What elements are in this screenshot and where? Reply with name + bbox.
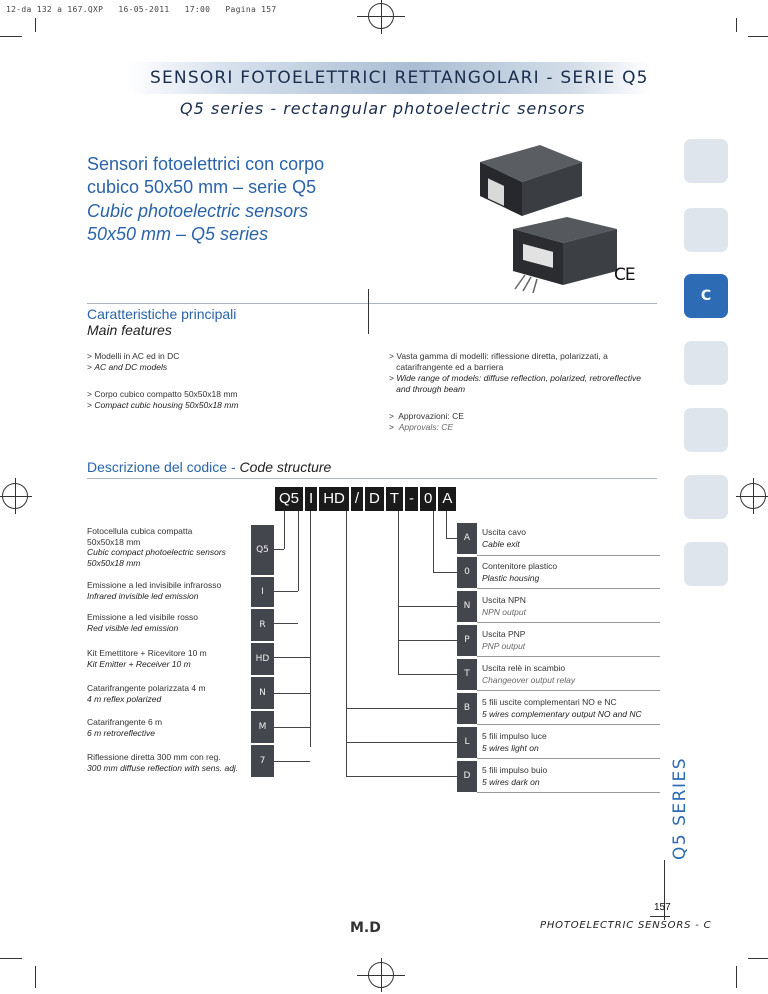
side-tab[interactable] [684, 139, 728, 183]
side-tab[interactable] [684, 475, 728, 519]
divider [477, 724, 660, 725]
option-code: N [457, 591, 477, 622]
feature-en: and through beam [396, 384, 466, 394]
features-heading-en: Main features [87, 322, 172, 338]
connector-line [433, 572, 457, 573]
option-it: Kit Emettitore + Ricevitore 10 m [87, 648, 207, 658]
code-option-left [87, 580, 251, 601]
print-page: Pagina 157 [225, 5, 277, 14]
connector-line [398, 640, 457, 641]
code-segment: 0 [420, 487, 436, 511]
code-option-left [87, 648, 251, 669]
code-segment: HD [319, 487, 349, 511]
option-en: Plastic housing [482, 573, 540, 583]
option-en: Cubic compact photoelectric sensors [87, 547, 226, 557]
option-code: M [251, 711, 274, 743]
connector-line [346, 776, 457, 777]
feature-en: Compact cubic housing 50x50x18 mm [94, 400, 239, 410]
connector-line [284, 511, 285, 549]
connector-line [433, 511, 434, 573]
connector-line [346, 708, 457, 709]
code-segment: D [365, 487, 384, 511]
code-segment: A [438, 487, 456, 511]
divider [477, 656, 660, 657]
option-it: 5 fili impulso buio [482, 765, 548, 775]
option-code: Q5 [251, 525, 274, 575]
feature-en: Wide range of models: diffuse reflection, polarized, retroreflective [396, 373, 641, 383]
crop-mark [736, 496, 768, 497]
connector-line [346, 511, 347, 777]
crop-mark [753, 478, 754, 514]
connector-line [298, 511, 299, 591]
connector-line [398, 606, 457, 607]
code-segment: Q5 [275, 487, 303, 511]
option-code: N [251, 677, 274, 709]
divider [368, 289, 369, 334]
hero-it-line: cubico 50x50 mm – serie Q5 [87, 177, 317, 197]
divider [477, 792, 660, 793]
connector-line [274, 727, 310, 728]
feature-item: > Modelli in AC ed in DC > AC and DC models [87, 351, 180, 372]
option-it: Emissione a led invisibile infrarosso [87, 580, 222, 590]
option-en: Red visible led emission [87, 622, 179, 633]
code-option-right [482, 662, 575, 686]
connector-line [446, 538, 457, 539]
page-number: 157 [654, 902, 671, 913]
feature-it: Approvazioni: CE [398, 411, 464, 421]
option-en: Changeover output relay [482, 675, 576, 685]
hero-title-it [87, 153, 407, 199]
code-option-right [482, 764, 547, 788]
sensor-image [470, 140, 588, 220]
option-it: Catarifrangente 6 m [87, 717, 163, 727]
option-en: Kit Emitter + Receiver 10 m [87, 658, 191, 669]
footer-label: PHOTOELECTRIC SENSORS - C [540, 920, 712, 931]
code-option-left [87, 683, 251, 704]
option-it: Catarifrangente polarizzata 4 m [87, 683, 206, 693]
option-it: Fotocellula cubica compatta [87, 526, 193, 536]
option-en: Cable exit [482, 539, 520, 549]
crop-mark [381, 958, 382, 992]
series-side-label: Q5 SERIES [670, 757, 690, 860]
option-code: P [457, 625, 477, 656]
hero-it-line: Sensori fotoelettrici con corpo [87, 154, 325, 174]
feature-item: > Vasta gamma di modelli: riflessione diretta, polarizzati, a catarifrangente ed a barriera > Wide range of models: diffuse reflection, polarized, retroreflective and through beam [389, 351, 641, 394]
connector-line [274, 693, 310, 694]
code-option-right [482, 560, 557, 584]
code-segment: - [405, 487, 418, 511]
crop-mark [0, 958, 22, 959]
option-code: L [457, 727, 477, 758]
code-option-left [87, 752, 251, 773]
connector-line [346, 742, 457, 743]
page-title: SENSORI FOTOELETTRICI RETTANGOLARI - SERIE Q5 [150, 68, 649, 88]
option-en: 5 wires dark on [482, 777, 540, 787]
option-code: HD [251, 643, 274, 675]
feature-item: > Corpo cubico compatto 50x50x18 mm > Compact cubic housing 50x50x18 mm [87, 389, 239, 410]
code-segment: T [386, 487, 403, 511]
divider [650, 916, 670, 917]
crop-mark [35, 966, 36, 988]
option-code: D [457, 761, 477, 792]
option-code: 7 [251, 745, 274, 777]
code-segment: I [305, 487, 317, 511]
option-it: Riflessione diretta 300 mm con reg. [87, 752, 221, 762]
connector-line [274, 657, 310, 658]
option-it: Uscita NPN [482, 595, 526, 605]
connector-line [398, 511, 399, 675]
code-heading-it: Descrizione del codice - [87, 459, 240, 475]
option-code: B [457, 693, 477, 724]
divider [477, 588, 660, 589]
hero-title-en [87, 200, 407, 246]
hero-en-line: 50x50 mm – Q5 series [87, 224, 269, 244]
option-code: I [251, 577, 274, 607]
feature-item: > Approvazioni: CE > Approvals: CE [389, 411, 464, 432]
option-it: 50x50x18 mm [87, 536, 141, 547]
crop-mark [381, 0, 382, 34]
print-date: 16-05-2011 [118, 5, 170, 14]
option-en: 5 wires light on [482, 743, 539, 753]
code-bar [275, 487, 456, 511]
feature-en: AC and DC models [94, 362, 168, 372]
side-tab[interactable] [684, 408, 728, 452]
crop-mark [736, 966, 737, 988]
connector-line [274, 591, 298, 592]
print-slug [6, 5, 287, 14]
divider [477, 622, 660, 623]
feature-it: Vasta gamma di modelli: riflessione diretta, polarizzati, a [396, 351, 608, 361]
code-segment: / [351, 487, 363, 511]
sensor-image [505, 215, 623, 293]
option-it: Emissione a led visibile rosso [87, 612, 199, 622]
print-file: 12-da 132 a 167.QXP [6, 5, 104, 14]
connector-line [274, 623, 298, 624]
option-it: 5 fili impulso luce [482, 731, 547, 741]
connector-line [446, 511, 447, 539]
option-code: 0 [457, 557, 477, 588]
code-option-left [87, 526, 251, 568]
hero-en-line: Cubic photoelectric sensors [87, 201, 309, 221]
divider [87, 303, 657, 304]
feature-it: catarifrangente ed a barriera [396, 362, 504, 372]
page-subtitle: Q5 series - rectangular photoelectric sensors [180, 99, 586, 118]
divider [477, 690, 660, 691]
option-code: A [457, 523, 477, 554]
code-option-right [482, 526, 526, 550]
option-en: 5 wires complementary output NO and NC [482, 709, 642, 719]
option-it: Uscita PNP [482, 629, 526, 639]
option-en: 6 m retroreflective [87, 727, 156, 738]
connector-line [310, 511, 311, 747]
crop-mark [0, 36, 22, 37]
feature-it: Modelli in AC ed in DC [94, 351, 180, 361]
features-heading-it: Caratteristiche principali [87, 306, 237, 322]
divider [87, 478, 657, 479]
side-tab[interactable] [684, 341, 728, 385]
code-option-right [482, 628, 525, 652]
option-code: T [457, 659, 477, 690]
code-option-left [87, 612, 251, 633]
option-en: 4 m reflex polarized [87, 693, 162, 704]
option-it: Uscita cavo [482, 527, 526, 537]
code-option-right [482, 730, 547, 754]
option-code: R [251, 609, 274, 641]
code-option-left [87, 717, 251, 738]
connector-line [398, 674, 457, 675]
code-option-right [482, 594, 526, 618]
side-tab-active[interactable]: C [684, 274, 728, 318]
divider [477, 555, 660, 556]
code-heading-en: Code structure [239, 459, 332, 475]
code-structure-heading [87, 459, 331, 475]
side-tab[interactable] [684, 208, 728, 252]
option-en: 300 mm diffuse reflection with sens. adj. [87, 762, 239, 773]
connector-line [274, 761, 310, 762]
option-en: 50x50x18 mm [87, 557, 141, 568]
print-time: 17:00 [184, 5, 211, 14]
option-en: PNP output [482, 641, 526, 651]
ce-mark: CE [614, 265, 635, 285]
crop-mark [736, 18, 737, 32]
connector-line [274, 549, 284, 550]
option-it: 5 fili uscite complementari NO e NC [482, 697, 617, 707]
option-it: Uscita relè in scambio [482, 663, 566, 673]
crop-mark [15, 478, 16, 514]
feature-en: Approvals: CE [398, 422, 454, 432]
crop-mark [748, 958, 768, 959]
company-logo: M.D [350, 920, 381, 936]
option-en: NPN output [482, 607, 526, 617]
option-it: Contenitore plastico [482, 561, 558, 571]
code-option-right [482, 696, 642, 720]
feature-it: Corpo cubico compatto 50x50x18 mm [94, 389, 238, 399]
side-tab[interactable] [684, 542, 728, 586]
crop-mark [748, 36, 768, 37]
crop-mark [35, 18, 36, 32]
divider [477, 758, 660, 759]
crop-mark [0, 496, 32, 497]
option-en: Infrared invisible led emission [87, 590, 199, 601]
